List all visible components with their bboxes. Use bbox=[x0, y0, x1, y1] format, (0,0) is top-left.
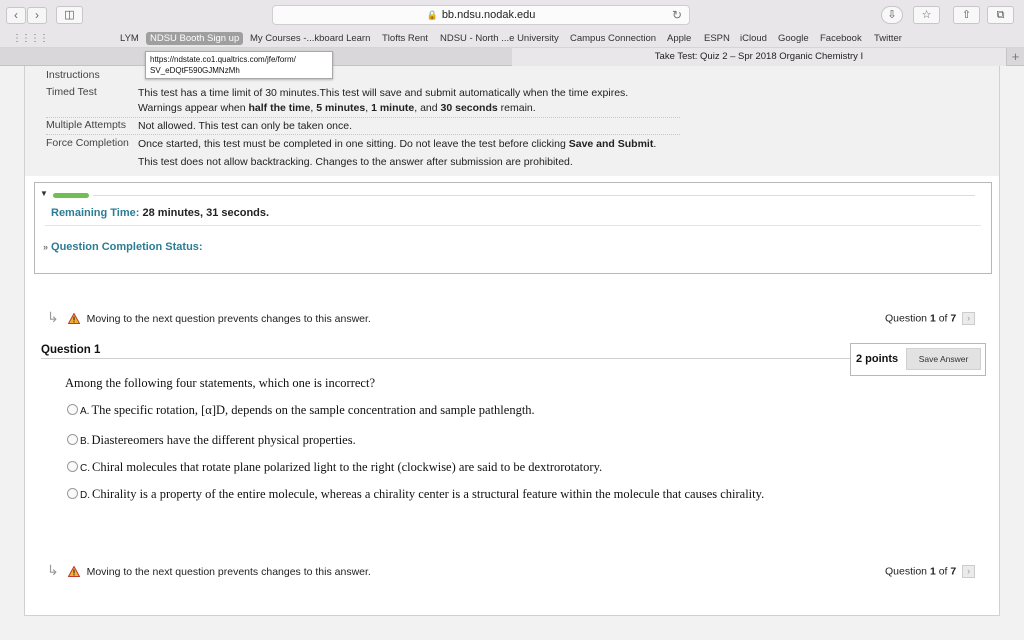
warning-times-intro: Warnings appear when bbox=[138, 102, 249, 114]
browser-toolbar bbox=[0, 0, 1024, 30]
test-page bbox=[24, 66, 1000, 616]
collapse-triangle-icon[interactable]: ▼ bbox=[40, 189, 48, 198]
question-navigation-bottom bbox=[885, 565, 975, 578]
instructions-heading: Instructions bbox=[46, 69, 100, 81]
address-bar[interactable] bbox=[272, 5, 690, 25]
warning-text: Moving to the next question prevents changes to this answer. bbox=[86, 566, 371, 578]
choice-letter: D. bbox=[80, 490, 90, 501]
warning-text: Moving to the next question prevents changes to this answer. bbox=[86, 313, 371, 325]
timed-test-label: Timed Test bbox=[46, 86, 97, 98]
remaining-time-label: Remaining Time: bbox=[51, 207, 140, 219]
expand-chevron-icon: » bbox=[43, 242, 49, 252]
force-text-post: . bbox=[653, 138, 657, 150]
instructions-panel bbox=[25, 66, 999, 176]
radio-button[interactable] bbox=[67, 434, 78, 445]
multiple-attempts-label: Multiple Attempts bbox=[46, 119, 126, 131]
forward-button[interactable]: › bbox=[27, 7, 47, 24]
favorite-apple[interactable]: Apple bbox=[667, 33, 692, 44]
warning-icon bbox=[68, 566, 80, 577]
question-nav-current: 1 bbox=[929, 312, 936, 325]
backtracking-text: This test does not allow backtracking. Changes to the answer after submission are prohibited. bbox=[138, 156, 573, 168]
remaining-time-value: 28 minutes, 31 seconds. bbox=[142, 207, 270, 219]
reload-icon[interactable]: ↻ bbox=[671, 8, 682, 22]
answer-choice-b[interactable] bbox=[67, 433, 356, 448]
question-completion-status[interactable] bbox=[43, 241, 203, 253]
link-tooltip bbox=[145, 51, 333, 79]
next-question-button[interactable]: › bbox=[962, 312, 975, 325]
warning-sep3: , and bbox=[414, 102, 441, 114]
new-tab-icon[interactable]: + bbox=[1006, 48, 1024, 66]
time-progress-bar bbox=[53, 193, 89, 198]
timer-divider bbox=[45, 225, 981, 226]
lock-icon: 🔒 bbox=[426, 10, 438, 20]
question-nav-prefix: Question bbox=[885, 565, 930, 578]
favorite-ndsu-north[interactable]: NDSU - North ...e University bbox=[440, 33, 559, 44]
force-text-bold: Save and Submit bbox=[568, 138, 654, 150]
divider bbox=[46, 117, 680, 118]
question-points: 2 points bbox=[856, 353, 899, 365]
question-nav-total: 7 bbox=[950, 312, 957, 325]
favorite-tlofts-rent[interactable]: Tlofts Rent bbox=[382, 33, 428, 44]
sidebar-toggle-button[interactable]: ◫ bbox=[56, 6, 83, 24]
divider bbox=[46, 134, 680, 135]
favorite-my-courses[interactable]: My Courses -...kboard Learn bbox=[250, 33, 371, 44]
favorite-twitter[interactable]: Twitter bbox=[874, 33, 902, 44]
favorite-facebook[interactable]: Facebook bbox=[820, 33, 862, 44]
choice-text: Chirality is a property of the entire molecule, whereas a chirality center is a structural feature within the molecule that causes chirality. bbox=[92, 487, 765, 501]
question-prompt: Among the following four statements, which one is incorrect? bbox=[65, 376, 375, 390]
timed-test-line1: This test has a time limit of 30 minutes.This test will save and submit automatically when the time expires. bbox=[138, 87, 629, 99]
force-text-pre: Once started, this test must be completed in one sitting. Do not leave the test before clicking bbox=[138, 138, 569, 150]
question-nav-total: 7 bbox=[950, 565, 957, 578]
question-nav-of: of bbox=[935, 312, 951, 325]
save-answer-button[interactable]: Save Answer bbox=[906, 348, 981, 370]
radio-button[interactable] bbox=[67, 488, 78, 499]
answer-choice-d[interactable] bbox=[67, 487, 764, 502]
question-nav-current: 1 bbox=[929, 565, 936, 578]
question-navigation-top bbox=[885, 312, 975, 325]
warning-half-time: half the time bbox=[248, 102, 311, 114]
warning-icon bbox=[68, 313, 80, 324]
tooltip-url-line2: SV_eDQtF590GJMNzMh bbox=[150, 66, 240, 75]
answer-choice-c[interactable] bbox=[67, 460, 602, 475]
favorites-bar bbox=[0, 30, 1024, 48]
share-button[interactable]: ⇧ bbox=[953, 6, 980, 24]
force-completion-label: Force Completion bbox=[46, 137, 129, 149]
force-completion-text bbox=[138, 137, 698, 170]
choice-text: Diastereomers have the different physical properties. bbox=[91, 433, 356, 447]
bottom-warning bbox=[47, 562, 371, 579]
favorite-icloud[interactable]: iCloud bbox=[740, 33, 767, 44]
favorite-ndsu-booth[interactable]: NDSU Booth Sign up bbox=[146, 32, 243, 45]
remaining-time bbox=[51, 207, 269, 219]
choice-text: The specific rotation, [α]D, depends on the sample concentration and sample pathlength. bbox=[91, 403, 535, 417]
points-box bbox=[850, 343, 986, 376]
warning-1-minute: 1 minute bbox=[371, 102, 415, 114]
favorite-lym[interactable]: LYM bbox=[120, 33, 139, 44]
tooltip-url-line1: https://ndstate.co1.qualtrics.com/jfe/form/ bbox=[150, 55, 296, 64]
answer-choice-a[interactable] bbox=[67, 403, 535, 418]
multiple-attempts-text: Not allowed. This test can only be taken once. bbox=[138, 120, 353, 132]
question-nav-of: of bbox=[935, 565, 951, 578]
choice-letter: B. bbox=[80, 436, 90, 447]
question-divider bbox=[41, 358, 851, 359]
question-title: Question 1 bbox=[41, 344, 101, 356]
top-warning bbox=[47, 309, 371, 326]
warning-sep1: , bbox=[310, 102, 317, 114]
favorite-espn[interactable]: ESPN bbox=[704, 33, 730, 44]
return-arrow-icon: ↳ bbox=[47, 562, 59, 578]
downloads-button[interactable]: ⇩ bbox=[881, 6, 903, 24]
warning-5-minutes: 5 minutes bbox=[316, 102, 366, 114]
warning-post: remain. bbox=[497, 102, 536, 114]
question-nav-prefix: Question bbox=[885, 312, 930, 325]
radio-button[interactable] bbox=[67, 404, 78, 415]
tabs-overview-button[interactable]: ⧉ bbox=[987, 6, 1014, 24]
favorite-campus-connection[interactable]: Campus Connection bbox=[570, 33, 657, 44]
choice-letter: A. bbox=[80, 406, 90, 417]
warning-sep2: , bbox=[365, 102, 372, 114]
timer-panel bbox=[34, 182, 992, 274]
favorite-google[interactable]: Google bbox=[778, 33, 809, 44]
url-text: bb.ndsu.nodak.edu bbox=[441, 9, 536, 21]
radio-button[interactable] bbox=[67, 461, 78, 472]
grid-icon[interactable]: ⋮⋮⋮⋮ bbox=[12, 33, 48, 44]
tab-take-test[interactable]: Take Test: Quiz 2 – Spr 2018 Organic Chemistry I bbox=[512, 48, 1006, 66]
bookmark-star-button[interactable]: ☆ bbox=[913, 6, 940, 24]
timed-test-line2 bbox=[138, 101, 698, 116]
return-arrow-icon: ↳ bbox=[47, 309, 59, 325]
timed-test-text bbox=[138, 86, 698, 116]
progress-track bbox=[93, 195, 975, 196]
next-question-button[interactable]: › bbox=[962, 565, 975, 578]
choice-letter: C. bbox=[80, 463, 90, 474]
choice-text: Chiral molecules that rotate plane polarized light to the right (clockwise) are said to be dextrorotatory. bbox=[92, 460, 603, 474]
warning-30-seconds: 30 seconds bbox=[440, 102, 498, 114]
question-completion-label: Question Completion Status: bbox=[51, 241, 203, 253]
back-button[interactable]: ‹ bbox=[6, 7, 26, 24]
